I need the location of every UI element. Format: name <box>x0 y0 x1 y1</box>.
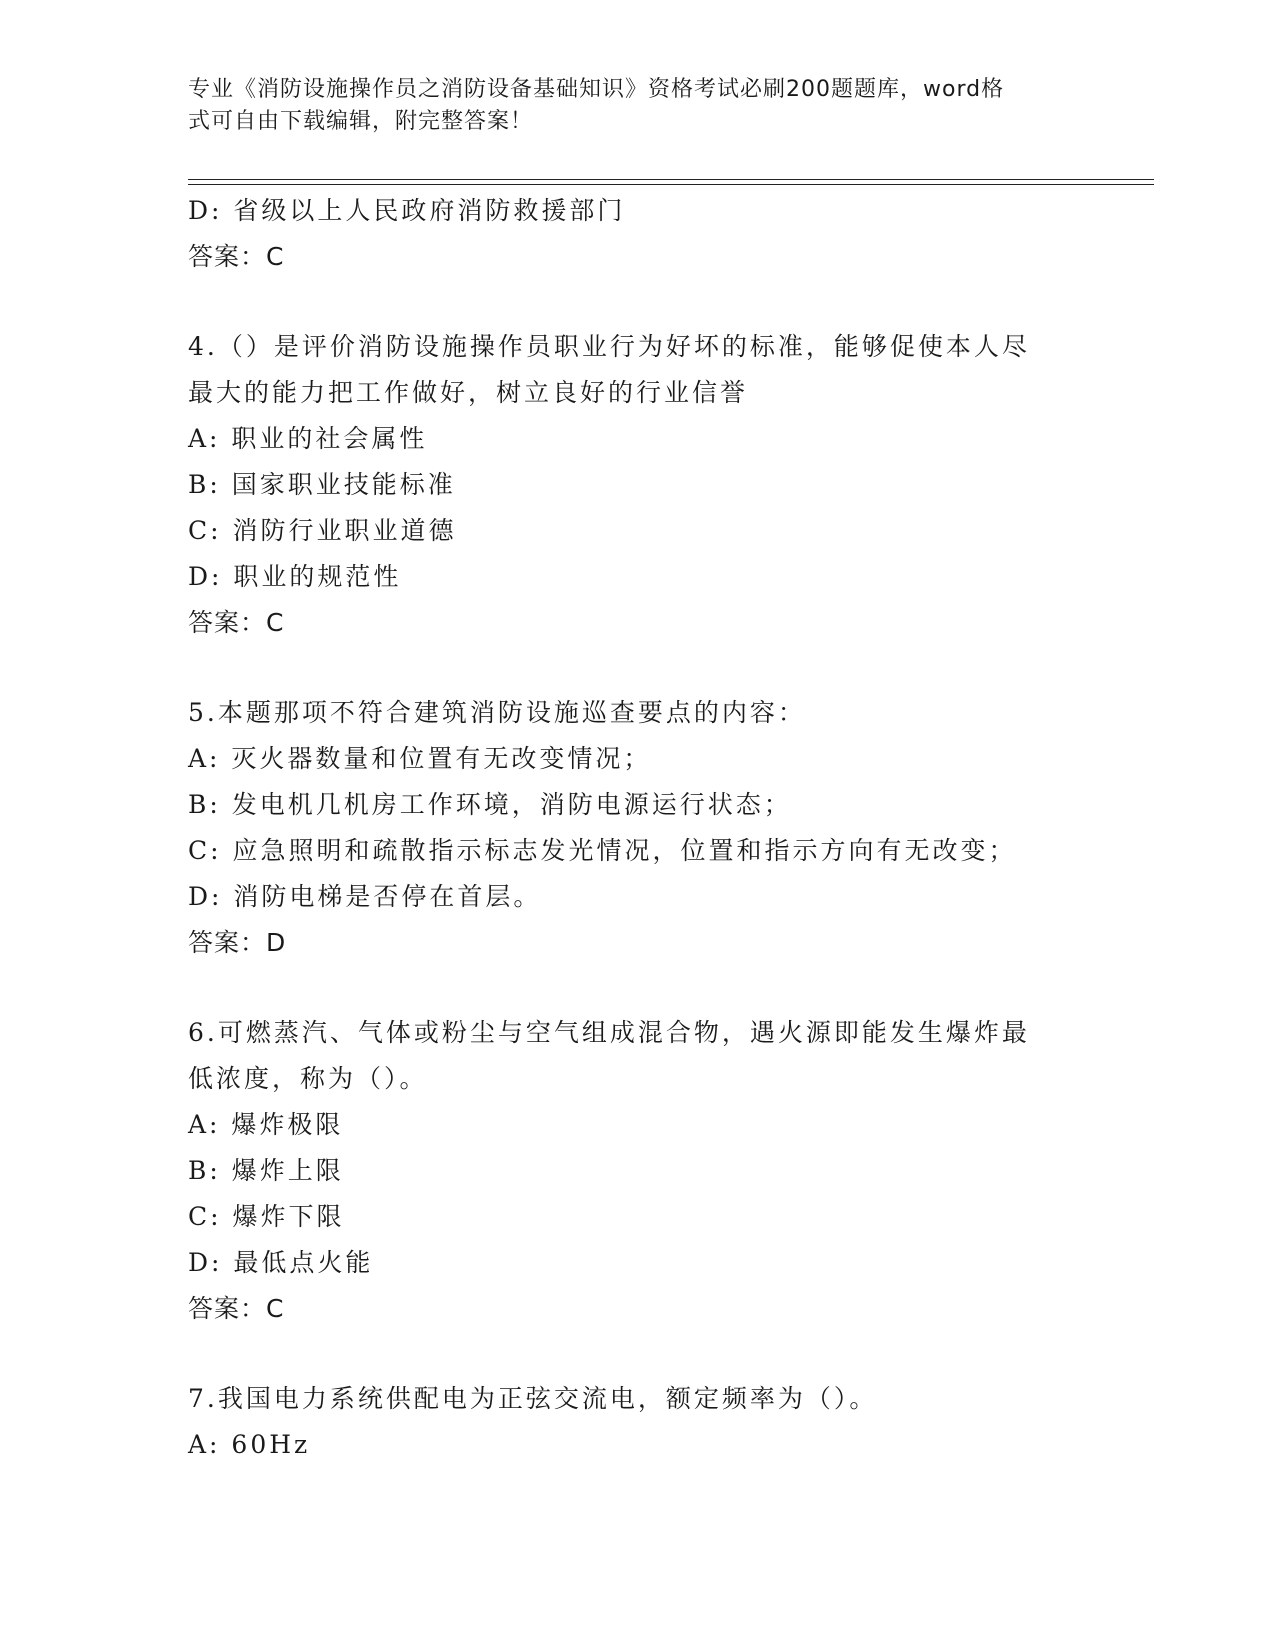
option-d: D: 职业的规范性 <box>188 562 402 591</box>
spacer <box>188 966 1088 1010</box>
question-stem-line-1: 4.（）是评价消防设施操作员职业行为好坏的标准，能够促使本人尽 <box>188 332 1030 361</box>
question-stem <box>188 1376 1068 1422</box>
option-c: C: 爆炸下限 <box>188 1202 345 1231</box>
option-a: A: 60Hz <box>188 1430 311 1459</box>
option-c: C: 应急照明和疏散指示标志发光情况，位置和指示方向有无改变； <box>188 836 1017 865</box>
option-b: B: 发电机几机房工作环境，消防电源运行状态； <box>188 790 792 819</box>
question-list <box>188 188 1088 1468</box>
answer: 答案：C <box>188 608 285 637</box>
spacer <box>188 1332 1088 1376</box>
question-5 <box>188 690 1088 966</box>
question-stem <box>188 1010 1068 1102</box>
spacer <box>188 646 1088 690</box>
option-d: D: 省级以上人民政府消防救援部门 <box>188 196 626 225</box>
question-3 <box>188 188 1088 280</box>
question-stem <box>188 324 1068 416</box>
header-line-1: 专业《消防设施操作员之消防设备基础知识》资格考试必刷200题题库，word格 <box>188 77 1005 102</box>
question-4 <box>188 324 1088 646</box>
option-b: B: 国家职业技能标准 <box>188 470 456 499</box>
answer: 答案：D <box>188 928 287 957</box>
question-stem <box>188 690 1068 736</box>
option-a: A: 灭火器数量和位置有无改变情况； <box>188 744 652 773</box>
option-d: D: 最低点火能 <box>188 1248 374 1277</box>
header-divider-bottom <box>188 184 1154 185</box>
answer: 答案：C <box>188 242 285 271</box>
option-a: A: 职业的社会属性 <box>188 424 428 453</box>
option-c: C: 消防行业职业道德 <box>188 516 457 545</box>
option-a: A: 爆炸极限 <box>188 1110 344 1139</box>
question-7 <box>188 1376 1088 1468</box>
question-stem-line-1: 7.我国电力系统供配电为正弦交流电，额定频率为（）。 <box>188 1384 878 1413</box>
option-d: D: 消防电梯是否停在首层。 <box>188 882 542 911</box>
header-divider-top <box>188 179 1154 180</box>
header-line-2: 式可自由下载编辑，附完整答案！ <box>188 109 534 134</box>
answer: 答案：C <box>188 1294 285 1323</box>
question-stem-line-1: 5.本题那项不符合建筑消防设施巡查要点的内容： <box>188 698 806 727</box>
option-b: B: 爆炸上限 <box>188 1156 344 1185</box>
question-6 <box>188 1010 1088 1332</box>
spacer <box>188 280 1088 324</box>
question-stem-line-2: 最大的能力把工作做好，树立良好的行业信誉 <box>188 378 749 407</box>
question-stem-line-2: 低浓度，称为（）。 <box>188 1064 428 1093</box>
question-stem-line-1: 6.可燃蒸汽、气体或粉尘与空气组成混合物，遇火源即能发生爆炸最 <box>188 1018 1030 1047</box>
page-header <box>188 74 1068 138</box>
